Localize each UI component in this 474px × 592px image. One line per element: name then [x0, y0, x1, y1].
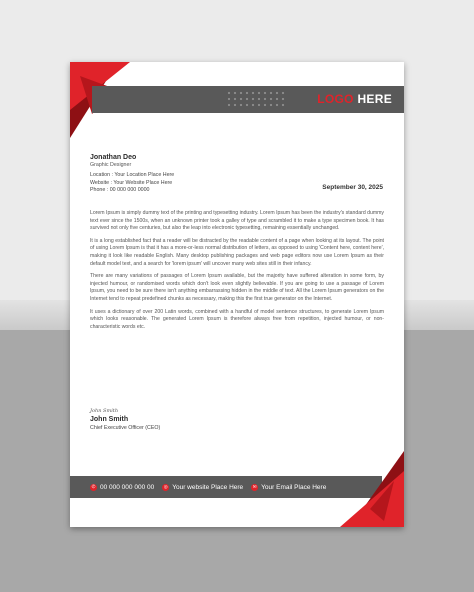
bottom-right-corner-decoration — [340, 451, 404, 527]
logo-part-2: HERE — [357, 92, 392, 106]
email-icon: ✉ — [252, 483, 257, 489]
sender-title: Graphic Designer — [90, 162, 132, 168]
footer-email-text: Your Email Place Here — [261, 483, 327, 491]
dot-pattern — [226, 90, 286, 110]
logo — [317, 92, 392, 106]
sender-phone: Phone : 00 000 000 0000 — [90, 187, 150, 193]
sender-name: Jonathan Deo — [90, 154, 137, 161]
letterhead-page — [70, 62, 404, 527]
sender-website: Website : Your Website Place Here — [90, 179, 173, 186]
letter-date: September 30, 2025 — [322, 184, 383, 191]
handwritten-signature: John Smith — [90, 408, 119, 414]
footer-phone-text: 00 000 000 000 00 — [100, 483, 155, 491]
paragraph: It uses a dictionary of over 200 Latin words, combined with a handful of model sentence structures, to generate Lorem Ipsum which looks reasonable. The generated Lorem Ipsum is therefore always free from repetition, injected humour, or non-characteristic words etc. — [90, 308, 384, 330]
footer-website-text: Your website Place Here — [172, 483, 244, 491]
paragraph: Lorem Ipsum is simply dummy text of the printing and typesetting industry. Lorem Ipsum has been the industry's standard dummy text ever since the 1500s, when an unknown printer took a galley of type and scrambled it to make a type specimen book. It has survived not only five centuries, but also the leap into electronic typesetting, remaining essentially unchanged. — [90, 210, 384, 232]
signature-block — [90, 408, 160, 431]
globe-icon: ◎ — [163, 483, 168, 489]
phone-icon: ✆ — [91, 483, 96, 489]
signer-role: Chief Executive Officer (CEO) — [90, 425, 161, 431]
signer-name: John Smith — [90, 416, 129, 423]
footer-website — [162, 484, 243, 491]
footer-bar — [70, 476, 382, 498]
footer-phone — [90, 484, 154, 491]
footer-email — [251, 484, 326, 491]
paragraph: There are many variations of passages of Lorem Ipsum available, but the majority have suffered alteration in some form, by injected humour, or randomised words which don't look even slightly believable. If you are going to use a passage of Lorem Ipsum, you need to be sure there isn't anything embarrassing hidden in the middle of text. All the Lorem Ipsum generators on the Internet tend to repeat predefined chunks as necessary, making this the first true generator on the Internet. — [90, 273, 384, 302]
letter-body — [90, 210, 384, 336]
logo-part-1: LOGO — [317, 92, 354, 106]
sender-contact — [90, 172, 174, 195]
paragraph: It is a long established fact that a reader will be distracted by the readable content of a page when looking at its layout. The point of using Lorem Ipsum is that it has a more-or-less normal distribution of letters, as opposed to using 'Content here, content here', making it look like readable English. Many desktop publishing packages and web page editors now use Lorem Ipsum as their default model text, and a search for 'lorem ipsum' will uncover many web sites still in their infancy. — [90, 237, 384, 267]
header-bar — [92, 86, 404, 113]
sender-location: Location : Your Location Place Here — [90, 172, 175, 178]
sender-block — [90, 154, 174, 195]
